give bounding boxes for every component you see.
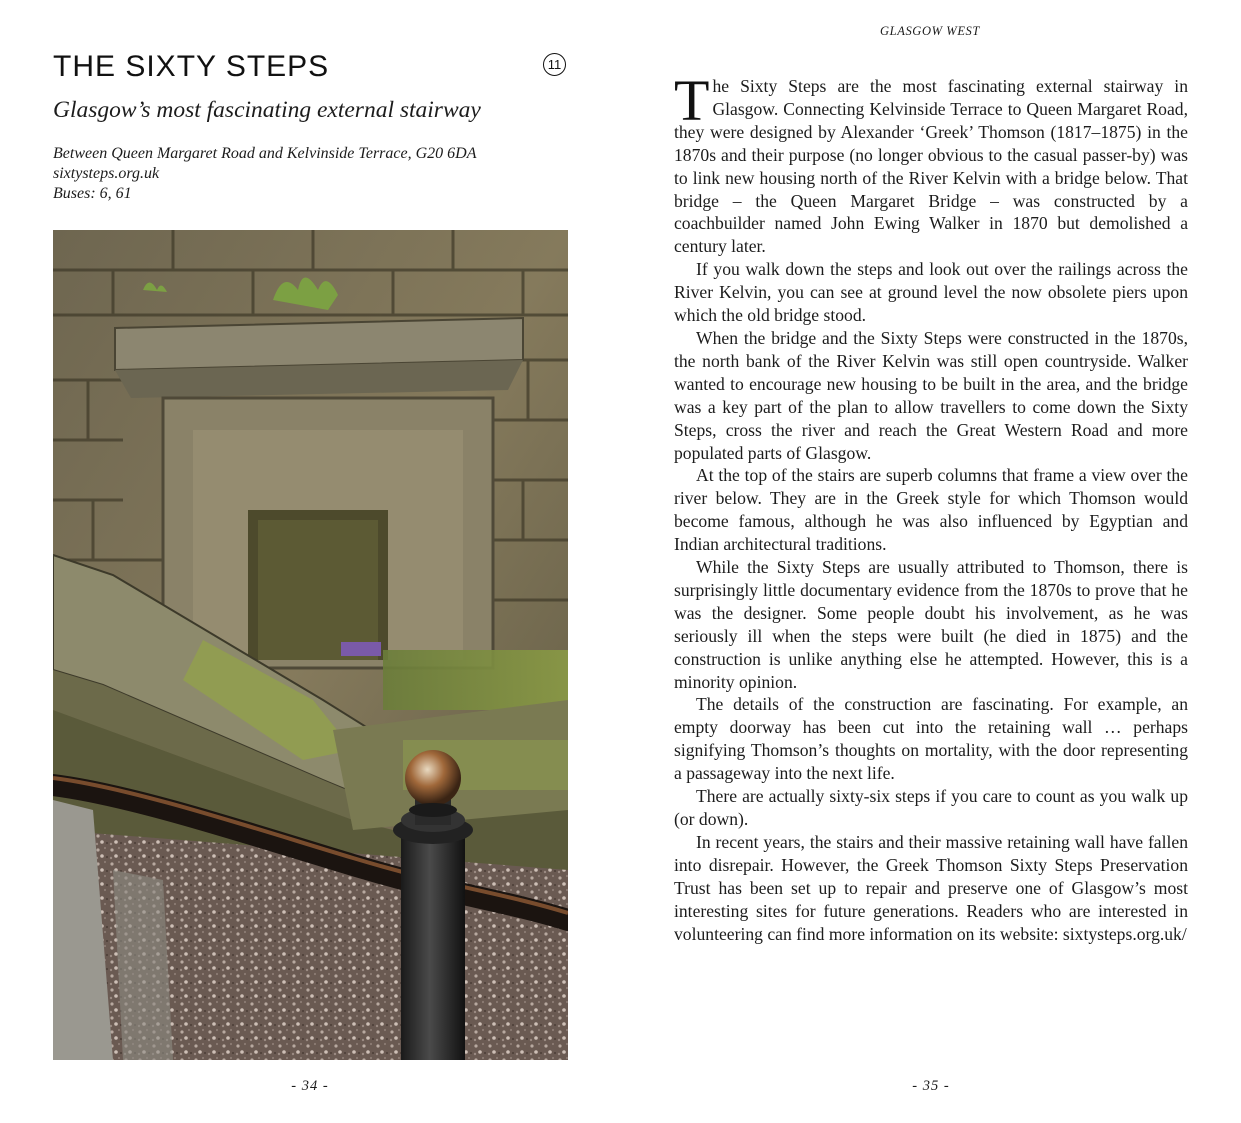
buses-text: Buses: 6, 61 bbox=[53, 185, 132, 202]
location-info bbox=[53, 144, 476, 204]
paragraph-1-text: he Sixty Steps are the most fascinating external stairway in Glasgow. Connecting Kelvinside Terrace to Queen Margaret Road, they were designed by Alexander ‘Greek’ Thomson (1817–1875) in the 1870s and their purpose (no longer obvious to the casual passer-by) was to link new housing north of the River Kelvin with a bridge below. That bridge – the Queen Margaret Bridge – was constructed by a coachbuilder named John Ewing Walker in 1870 but demolished a century later. bbox=[674, 76, 1188, 257]
article-body bbox=[674, 68, 1188, 945]
paragraph-1 bbox=[674, 68, 1188, 258]
page-title: THE SIXTY STEPS bbox=[53, 50, 330, 83]
paragraph-4: At the top of the stairs are superb columns that frame a view over the river below. They are in the Greek style for which Thomson would become famous, although he was also influenced by Egyptian and Indian architectural traditions. bbox=[674, 465, 1188, 555]
entry-number-badge: 11 bbox=[543, 53, 566, 76]
website-link[interactable]: sixtysteps.org.uk bbox=[53, 165, 160, 182]
running-head: GLASGOW WEST bbox=[880, 24, 980, 38]
paragraph-6: The details of the construction are fascinating. For example, an empty doorway has been cut into the retaining wall … perhaps signifying Thomson’s thoughts on mortality, with the door representing a passageway into the next life. bbox=[674, 694, 1188, 784]
sixty-steps-photo bbox=[53, 230, 568, 1060]
address-text: Between Queen Margaret Road and Kelvinside Terrace, G20 6DA bbox=[53, 145, 477, 162]
page-number-right: - 35 - bbox=[912, 1078, 950, 1094]
paragraph-2: If you walk down the steps and look out over the railings across the River Kelvin, you can see at ground level the now obsolete piers upon which the old bridge stood. bbox=[674, 259, 1188, 326]
page-number-left: - 34 - bbox=[291, 1078, 329, 1094]
paragraph-5: While the Sixty Steps are usually attributed to Thomson, there is surprisingly little documentary evidence from the 1870s to prove that he was the designer. Some people doubt his involvement, as he was seriously ill when the steps were built (he died in 1875) and the construction is unlike anything else he attempted. However, this is a minority opinion. bbox=[674, 557, 1188, 692]
right-page bbox=[620, 0, 1241, 1123]
left-page bbox=[0, 0, 620, 1123]
page-subtitle: Glasgow’s most fascinating external stairway bbox=[53, 97, 481, 123]
paragraph-7: There are actually sixty-six steps if you care to count as you walk up (or down). bbox=[674, 786, 1188, 829]
drop-cap: T bbox=[674, 68, 710, 133]
paragraph-3: When the bridge and the Sixty Steps were constructed in the 1870s, the north bank of the River Kelvin was still open countryside. Walker wanted to encourage new housing to be built in the area, and the bridge was a key part of the plan to allow travellers to come down the Sixty Steps, cross the river and reach the Great Western Road and more populated parts of Glasgow. bbox=[674, 327, 1188, 463]
paragraph-8: In recent years, the stairs and their massive retaining wall have fallen into disrepair. However, the Greek Thomson Sixty Steps Preservation Trust has been set up to repair and preserve one of Glasgow’s most interesting sites for future generations. Readers who are interested in volunteering can find more information on its website: sixtysteps.org.uk/ bbox=[674, 831, 1188, 944]
